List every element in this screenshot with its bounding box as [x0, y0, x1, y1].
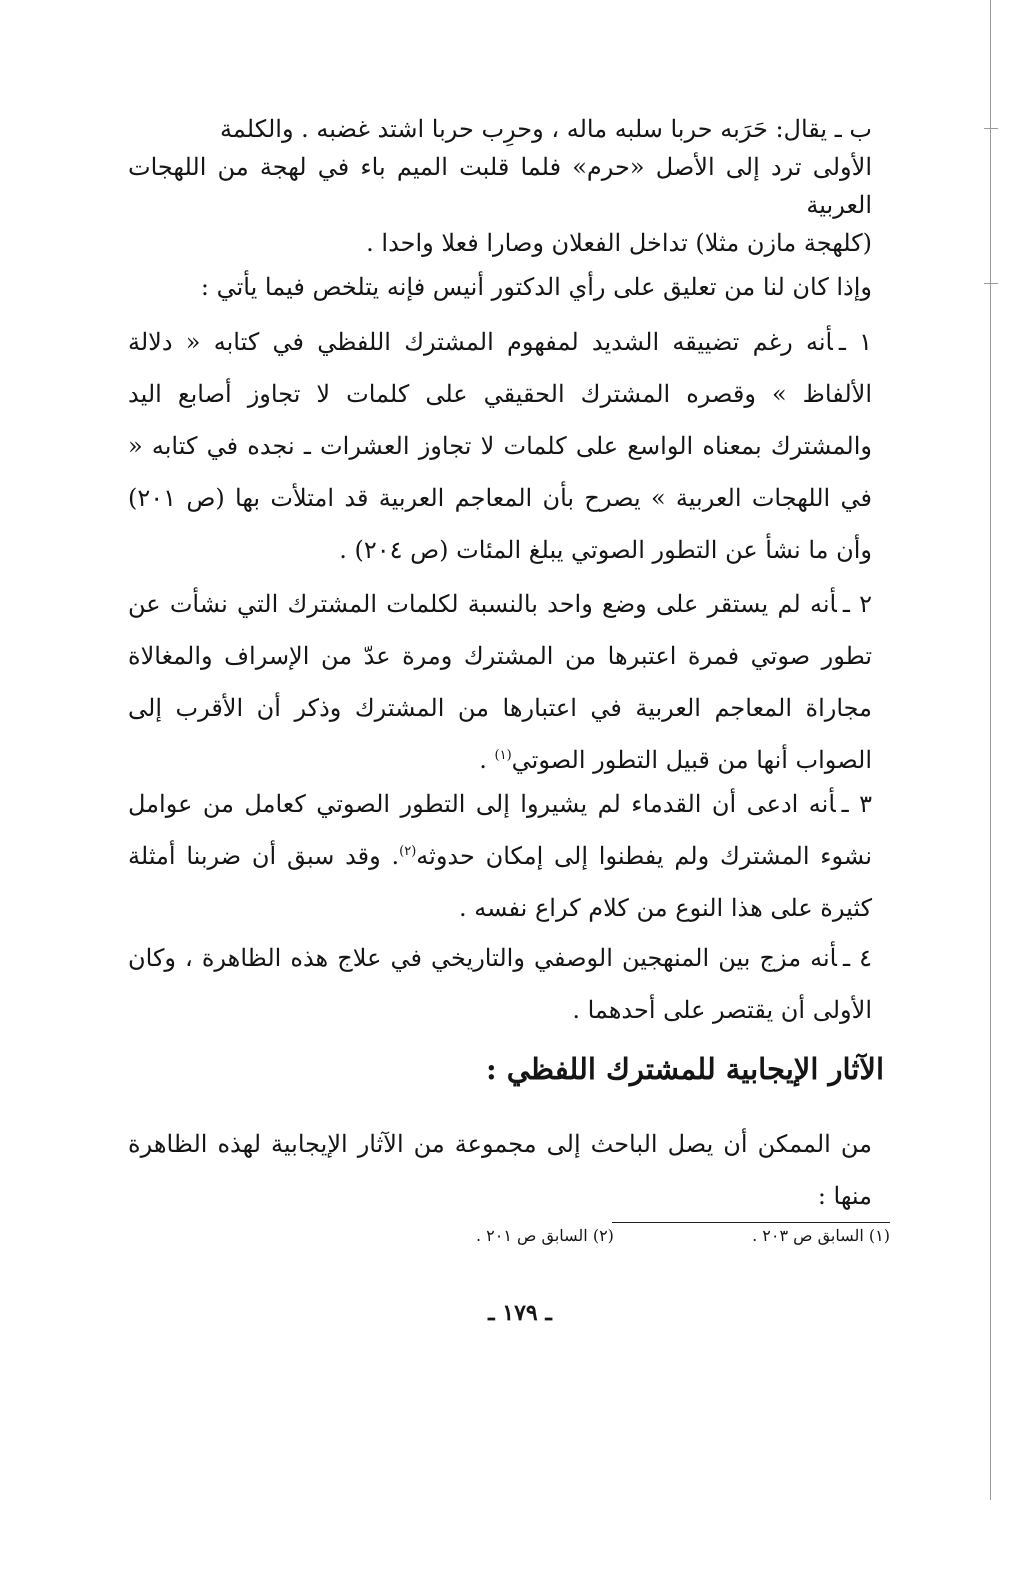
comment-intro: وإذا كان لنا من تعليق على رأي الدكتور أنيس فإنه يتلخص فيما يأتي :	[200, 273, 872, 301]
comment-block	[128, 268, 872, 306]
point-three	[128, 778, 872, 934]
opening-line: ب ـ يقال: حَرَبه حربا سلبه ماله ، وحرِب حربا اشتد غضبه . والكلمة	[220, 115, 872, 143]
point-two	[128, 578, 872, 786]
footnotes	[420, 1226, 890, 1245]
opening-line: الأولى ترد إلى الأصل «حرم» فلما قلبت الميم باء في لهجة من اللهجات العربية	[128, 153, 872, 219]
page-edge-mark	[984, 283, 998, 284]
point-number: ٢ ـ	[842, 590, 872, 618]
footnote-separator	[612, 1222, 890, 1223]
point-one	[128, 316, 872, 576]
footnote-ref: (٢)	[399, 844, 417, 859]
section-intro-block	[128, 1118, 872, 1222]
point-text: أنه رغم تضييقه الشديد لمفهوم المشترك اللفظي في كتابه « دلالة الألفاظ » وقصره المشترك الحقيقي على كلمات لا تجاوز أصابع اليد والمشترك بمعناه الواسع على كلمات لا تجاوز العشرات ـ نجده في كتابه « في اللهجات العربية » يصرح بأن المعاجم العربية قد امتلأت بها (ص ٢٠١) وأن ما نشأ عن التطور الصوتي يبلغ المئات (ص ٢٠٤) .	[128, 328, 872, 564]
page-edge-line	[990, 0, 991, 1500]
point-text: أنه مزج بين المنهجين الوصفي والتاريخي في علاج هذه الظاهرة ، وكان الأولى أن يقتصر على أحدهما .	[128, 944, 872, 1024]
point-four	[128, 932, 872, 1036]
footnote: (٢) السابق ص ٢٠١ .	[476, 1226, 614, 1245]
section-heading: الآثار الإيجابية للمشترك اللفظي :	[485, 1052, 884, 1086]
point-number: ١ ـ	[838, 328, 872, 356]
point-tail: . وقد سبق أن ضربنا أمثلة كثيرة على هذا النوع من كلام كراع نفسه .	[128, 842, 872, 922]
footnote: (١) السابق ص ٢٠٣ .	[752, 1226, 890, 1245]
page-edge-mark	[984, 128, 998, 129]
footnote-ref: (١)	[494, 748, 512, 763]
point-number: ٣ ـ	[841, 790, 872, 818]
opening-line: (كلهجة مازن مثلا) تداخل الفعلان وصارا فعلا واحدا .	[366, 229, 872, 257]
point-number: ٤ ـ	[843, 944, 872, 972]
page-number: ـ ١٧٩ ـ	[488, 1300, 552, 1326]
opening-paragraph	[128, 110, 872, 262]
section-intro: من الممكن أن يصل الباحث إلى مجموعة من الآثار الإيجابية لهذه الظاهرة منها :	[128, 1130, 872, 1210]
point-tail: .	[479, 746, 495, 774]
point-text: أنه لم يستقر على وضع واحد بالنسبة لكلمات المشترك التي نشأت عن تطور صوتي فمرة اعتبرها من المشترك ومرة عدّ من الإسراف والمغالاة مجاراة المعاجم العربية في اعتبارها من المشترك وذكر أن الأقرب إلى الصواب أنها من قبيل التطور الصوتي	[128, 590, 872, 774]
point-text: أنه ادعى أن القدماء لم يشيروا إلى التطور الصوتي كعامل من عوامل نشوء المشترك ولم يفطنوا إلى إمكان حدوثه	[128, 790, 873, 870]
